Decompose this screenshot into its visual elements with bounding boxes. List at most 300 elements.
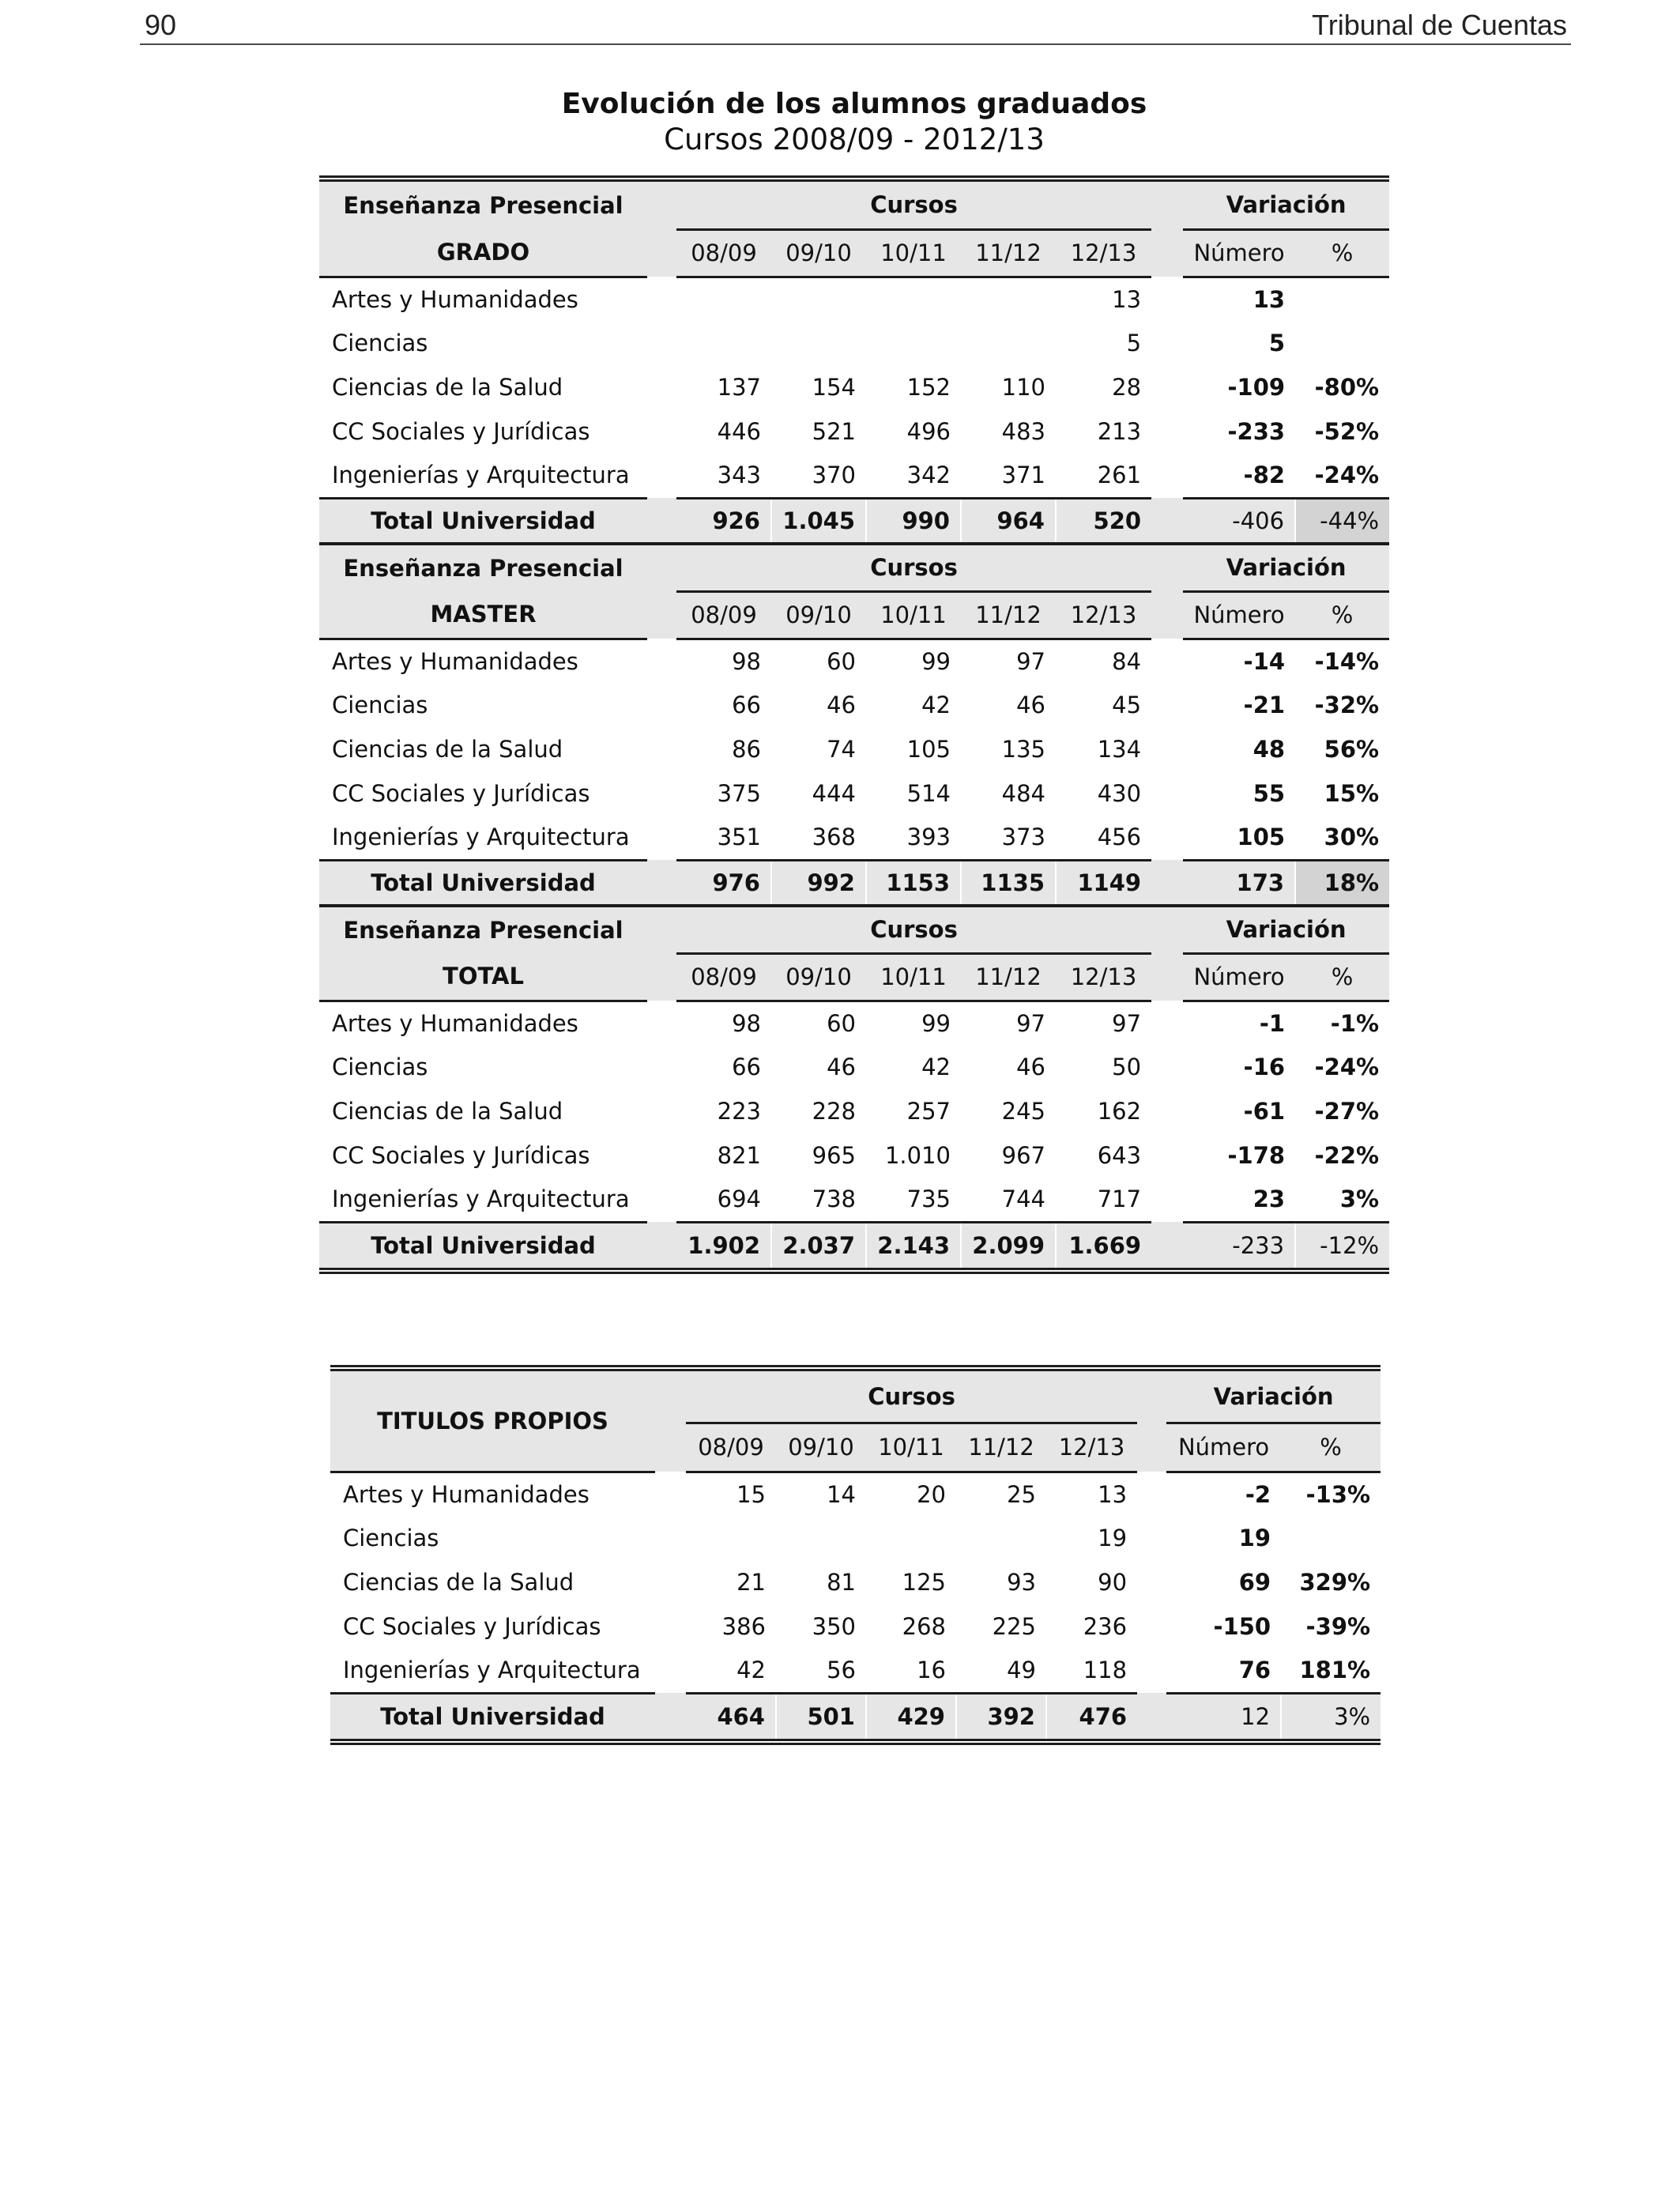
- table-row: [319, 1133, 1389, 1178]
- total-value: 1135: [961, 860, 1056, 906]
- course-value: 368: [771, 816, 866, 860]
- column-spacer: [1151, 860, 1183, 906]
- course-value: 430: [1097, 780, 1142, 807]
- variation-percent: -52%: [1314, 418, 1380, 445]
- variation-number: -82: [1183, 454, 1295, 498]
- column-spacer: [1137, 1649, 1166, 1693]
- course-value: [771, 321, 866, 365]
- course-value: 97: [1016, 647, 1045, 675]
- column-spacer: [1137, 1516, 1166, 1560]
- area-label: Ingenierías y Arquitectura: [319, 1178, 647, 1222]
- variation-number: -109: [1227, 374, 1286, 401]
- course-value: 19: [1098, 1525, 1128, 1551]
- variation-percent-header: %: [1295, 229, 1389, 277]
- column-spacer: [647, 816, 676, 860]
- table-row: [319, 454, 1389, 498]
- total-value: 2.143: [866, 1222, 961, 1268]
- column-spacer: [1151, 454, 1183, 498]
- total-variation-percent: 18%: [1295, 860, 1389, 906]
- course-value: 42: [921, 692, 951, 718]
- course-value: 694: [676, 1178, 771, 1222]
- variation-number: 69: [1238, 1569, 1271, 1596]
- variation-number: 23: [1183, 1178, 1295, 1222]
- variation-number-header: Número: [1166, 1423, 1281, 1472]
- course-value: 46: [827, 692, 856, 718]
- course-value: 717: [1056, 1178, 1151, 1222]
- total-value: 990: [866, 498, 961, 544]
- course-value: 738: [771, 1178, 866, 1222]
- course-value: 821: [717, 1142, 761, 1169]
- course-value: 456: [1056, 816, 1151, 860]
- variation-number: -1: [1259, 1009, 1286, 1037]
- course-value: 28: [1112, 374, 1142, 401]
- table-row: [330, 1604, 1381, 1649]
- publication-name: Tribunal de Cuentas: [1312, 9, 1567, 41]
- course-value: 66: [732, 692, 761, 718]
- course-value: [676, 277, 771, 321]
- table-ensenanza-presencial: [319, 175, 1389, 1274]
- year-column-header: 09/10: [771, 591, 866, 639]
- table-row: [319, 321, 1389, 365]
- area-label: Ciencias de la Salud: [332, 1098, 563, 1125]
- year-column-header: 12/13: [1056, 591, 1151, 639]
- variation-number: -150: [1213, 1613, 1271, 1640]
- year-column-header: 08/09: [676, 591, 771, 639]
- total-label: Total Universidad: [319, 498, 647, 544]
- table-row: [319, 1001, 1389, 1045]
- variation-number: 55: [1252, 780, 1286, 807]
- course-value: [866, 277, 961, 321]
- course-value: 97: [1112, 1009, 1142, 1037]
- year-column-header: 10/11: [866, 953, 961, 1001]
- column-spacer: [1151, 544, 1183, 591]
- course-value: 236: [1083, 1613, 1128, 1640]
- column-spacer: [655, 1516, 686, 1560]
- course-value: 371: [961, 454, 1056, 498]
- column-spacer: [655, 1371, 686, 1423]
- course-value: 135: [1001, 736, 1045, 763]
- column-spacer: [1151, 409, 1183, 454]
- course-value: 60: [827, 1009, 856, 1037]
- course-value: 373: [961, 816, 1056, 860]
- variation-number: -2: [1245, 1480, 1271, 1508]
- column-spacer: [647, 182, 676, 229]
- course-value: 1.010: [884, 1142, 951, 1169]
- column-spacer: [647, 639, 676, 683]
- variation-number: -16: [1243, 1054, 1286, 1080]
- column-spacer: [1151, 182, 1183, 229]
- section-subheader-row: [319, 229, 1389, 277]
- courses-header: Cursos: [686, 1371, 1137, 1423]
- column-spacer: [647, 727, 676, 771]
- variation-percent: 3%: [1295, 1178, 1389, 1222]
- variation-percent: [1281, 1516, 1381, 1560]
- column-spacer: [1137, 1371, 1166, 1423]
- course-value: 5: [1126, 330, 1142, 356]
- year-column-header: 09/10: [771, 953, 866, 1001]
- variation-percent: [1295, 321, 1389, 365]
- area-label: Artes y Humanidades: [332, 647, 578, 675]
- courses-header: Cursos: [676, 906, 1151, 953]
- variation-percent: -27%: [1314, 1098, 1380, 1125]
- variation-number: 19: [1238, 1525, 1271, 1551]
- total-variation-number: -406: [1183, 498, 1295, 544]
- column-spacer: [1151, 229, 1183, 277]
- area-label: Ciencias: [332, 692, 428, 718]
- variation-percent: 329%: [1299, 1569, 1371, 1596]
- course-value: 162: [1097, 1098, 1142, 1125]
- section-header-row: [330, 1371, 1381, 1423]
- year-column-header: 12/13: [1056, 229, 1151, 277]
- column-spacer: [1151, 1001, 1183, 1045]
- course-value: 483: [1001, 418, 1045, 445]
- total-value: 1.902: [676, 1222, 771, 1268]
- table-row: [319, 365, 1389, 409]
- column-spacer: [655, 1649, 686, 1693]
- course-value: 13: [1098, 1480, 1128, 1508]
- column-spacer: [647, 321, 676, 365]
- column-spacer: [1151, 639, 1183, 683]
- course-value: 84: [1112, 647, 1142, 675]
- course-value: 350: [812, 1613, 856, 1640]
- column-spacer: [1137, 1560, 1166, 1604]
- course-value: 13: [1112, 285, 1142, 313]
- course-value: 213: [1097, 418, 1142, 445]
- course-value: 268: [902, 1613, 946, 1640]
- course-value: 16: [866, 1649, 956, 1693]
- course-value: [956, 1516, 1046, 1560]
- courses-header: Cursos: [676, 182, 1151, 229]
- course-value: 45: [1112, 692, 1142, 718]
- column-spacer: [1151, 683, 1183, 727]
- column-spacer: [1137, 1423, 1166, 1472]
- course-value: 735: [866, 1178, 961, 1222]
- column-spacer: [1151, 1222, 1183, 1268]
- year-column-header: 12/13: [1056, 953, 1151, 1001]
- area-label: CC Sociales y Jurídicas: [332, 780, 590, 807]
- column-spacer: [647, 860, 676, 906]
- course-value: 15: [736, 1480, 766, 1508]
- table-row: [319, 771, 1389, 816]
- variation-number: 48: [1252, 736, 1286, 763]
- course-value: 118: [1046, 1649, 1137, 1693]
- section-group-label: Enseñanza Presencial: [319, 182, 647, 229]
- total-variation-number: 173: [1183, 860, 1295, 906]
- year-column-header: 11/12: [961, 229, 1056, 277]
- column-spacer: [647, 454, 676, 498]
- area-label: Artes y Humanidades: [332, 1009, 578, 1037]
- course-value: 444: [812, 780, 856, 807]
- column-spacer: [1151, 953, 1183, 1001]
- column-spacer: [1151, 771, 1183, 816]
- total-row: [319, 1222, 1389, 1268]
- total-variation-percent: -12%: [1295, 1222, 1389, 1268]
- variation-number: 13: [1252, 285, 1286, 313]
- course-value: 20: [917, 1480, 946, 1508]
- variation-number: -178: [1227, 1142, 1286, 1169]
- section-subheader-row: [319, 591, 1389, 639]
- course-value: 49: [956, 1649, 1046, 1693]
- course-value: [866, 321, 961, 365]
- column-spacer: [647, 1045, 676, 1089]
- table-row: [319, 1089, 1389, 1133]
- course-value: 514: [906, 780, 951, 807]
- total-row: [319, 860, 1389, 906]
- column-spacer: [647, 683, 676, 727]
- variation-percent: 15%: [1324, 780, 1380, 807]
- course-value: 351: [676, 816, 771, 860]
- variation-number: 5: [1268, 330, 1286, 356]
- column-spacer: [647, 1178, 676, 1222]
- area-label: Ciencias de la Salud: [332, 736, 563, 763]
- variation-number: 105: [1183, 816, 1295, 860]
- course-value: 105: [906, 736, 951, 763]
- column-spacer: [1151, 277, 1183, 321]
- year-column-header: 10/11: [866, 591, 961, 639]
- course-value: 46: [1016, 692, 1045, 718]
- course-value: 137: [717, 374, 761, 401]
- variation-percent: [1295, 277, 1389, 321]
- total-variation-percent: -44%: [1295, 498, 1389, 544]
- course-value: [961, 321, 1056, 365]
- page-number: 90: [145, 9, 177, 41]
- course-value: 86: [732, 736, 761, 763]
- course-value: 42: [921, 1054, 951, 1080]
- column-spacer: [647, 1133, 676, 1178]
- total-value: 1.045: [771, 498, 866, 544]
- course-value: 643: [1097, 1142, 1142, 1169]
- section-header-row: [319, 182, 1389, 229]
- column-spacer: [647, 953, 676, 1001]
- area-label: Ciencias de la Salud: [332, 374, 563, 401]
- area-label: Ciencias: [343, 1525, 439, 1551]
- variation-percent: 181%: [1281, 1649, 1381, 1693]
- course-value: 60: [827, 647, 856, 675]
- total-value: 392: [956, 1693, 1046, 1739]
- column-spacer: [1151, 1133, 1183, 1178]
- course-value: [771, 277, 866, 321]
- column-spacer: [655, 1693, 686, 1739]
- column-spacer: [1151, 816, 1183, 860]
- variation-number: -21: [1243, 692, 1286, 718]
- area-label: Ingenierías y Arquitectura: [319, 454, 647, 498]
- area-label: CC Sociales y Jurídicas: [332, 1142, 590, 1169]
- area-label: Artes y Humanidades: [332, 285, 578, 313]
- year-column-header: 08/09: [676, 953, 771, 1001]
- column-spacer: [647, 591, 676, 639]
- total-label: Total Universidad: [330, 1693, 655, 1739]
- variation-percent-header: %: [1295, 953, 1389, 1001]
- column-spacer: [647, 1089, 676, 1133]
- section-header-row: [319, 544, 1389, 591]
- year-column-header: 10/11: [866, 229, 961, 277]
- course-value: 98: [732, 1009, 761, 1037]
- total-variation-percent: 3%: [1281, 1693, 1381, 1739]
- course-value: 99: [921, 647, 951, 675]
- running-header: [140, 5, 1571, 45]
- column-spacer: [647, 409, 676, 454]
- variation-percent: -32%: [1314, 692, 1380, 718]
- column-spacer: [1137, 1604, 1166, 1649]
- table-row: [319, 409, 1389, 454]
- table-row: [319, 277, 1389, 321]
- variation-percent: -14%: [1314, 647, 1380, 675]
- table-titulos-propios: [330, 1365, 1381, 1745]
- area-label: Ciencias: [332, 1054, 428, 1080]
- table-row: [319, 683, 1389, 727]
- column-spacer: [1151, 365, 1183, 409]
- table-title: Evolución de los alumnos graduados: [561, 88, 1147, 120]
- column-spacer: [1151, 1178, 1183, 1222]
- year-column-header: 09/10: [776, 1423, 866, 1472]
- variation-number: 76: [1166, 1649, 1281, 1693]
- column-spacer: [1151, 1089, 1183, 1133]
- course-value: 152: [906, 374, 951, 401]
- variation-percent: 30%: [1295, 816, 1389, 860]
- total-value: 464: [686, 1693, 776, 1739]
- total-label: Total Universidad: [319, 1222, 647, 1268]
- year-column-header: 11/12: [961, 953, 1056, 1001]
- area-label: CC Sociales y Jurídicas: [343, 1613, 601, 1640]
- course-value: 965: [812, 1142, 856, 1169]
- table-row: [319, 1045, 1389, 1089]
- table-row: [330, 1649, 1381, 1693]
- year-column-header: 12/13: [1046, 1423, 1137, 1472]
- total-value: 501: [776, 1693, 866, 1739]
- course-value: 74: [827, 736, 856, 763]
- total-value: 992: [771, 860, 866, 906]
- total-value: 926: [676, 498, 771, 544]
- area-label: Ciencias: [332, 330, 428, 356]
- course-value: 99: [921, 1009, 951, 1037]
- total-value: 429: [866, 1693, 956, 1739]
- course-value: 97: [1016, 1009, 1045, 1037]
- course-value: 370: [771, 454, 866, 498]
- course-value: 46: [827, 1054, 856, 1080]
- course-value: [676, 321, 771, 365]
- course-value: 386: [721, 1613, 766, 1640]
- column-spacer: [1151, 498, 1183, 544]
- area-label: Ciencias de la Salud: [343, 1569, 574, 1596]
- total-value: 964: [961, 498, 1056, 544]
- table-subtitle: Cursos 2008/09 - 2012/13: [664, 123, 1045, 156]
- column-spacer: [1151, 906, 1183, 953]
- column-spacer: [1151, 591, 1183, 639]
- course-value: 484: [1001, 780, 1045, 807]
- year-column-header: 11/12: [956, 1423, 1046, 1472]
- total-row: [319, 498, 1389, 544]
- column-spacer: [655, 1472, 686, 1516]
- course-value: 261: [1056, 454, 1151, 498]
- total-value: 2.037: [771, 1222, 866, 1268]
- course-value: [866, 1516, 956, 1560]
- course-value: 98: [732, 647, 761, 675]
- course-value: 393: [866, 816, 961, 860]
- course-value: 245: [1001, 1098, 1045, 1125]
- column-spacer: [655, 1604, 686, 1649]
- total-label: Total Universidad: [319, 860, 647, 906]
- column-spacer: [647, 1222, 676, 1268]
- courses-header: Cursos: [676, 544, 1151, 591]
- course-value: 21: [736, 1569, 766, 1596]
- course-value: 446: [717, 418, 761, 445]
- table-row: [319, 639, 1389, 683]
- course-value: 93: [1007, 1569, 1036, 1596]
- course-value: 496: [906, 418, 951, 445]
- course-value: 90: [1098, 1569, 1128, 1596]
- course-value: 25: [1007, 1480, 1036, 1508]
- variation-percent: -1%: [1330, 1009, 1380, 1037]
- section-header-row: [319, 906, 1389, 953]
- variation-header: Variación: [1183, 906, 1389, 953]
- course-value: 46: [1016, 1054, 1045, 1080]
- total-value: 976: [676, 860, 771, 906]
- column-spacer: [655, 1560, 686, 1604]
- variation-number: -14: [1243, 647, 1286, 675]
- graduates-table-presencial: [319, 182, 1389, 1268]
- section-group-label: Enseñanza Presencial: [319, 906, 647, 953]
- course-value: 42: [686, 1649, 776, 1693]
- variation-header: Variación: [1166, 1371, 1381, 1423]
- course-value: 225: [992, 1613, 1036, 1640]
- area-label: CC Sociales y Jurídicas: [332, 418, 590, 445]
- variation-header: Variación: [1183, 182, 1389, 229]
- graduates-table-titulos-propios: [330, 1371, 1381, 1739]
- area-label: Ingenierías y Arquitectura: [319, 816, 647, 860]
- year-column-header: 11/12: [961, 591, 1056, 639]
- area-label: Artes y Humanidades: [343, 1480, 590, 1508]
- total-value: 476: [1046, 1693, 1137, 1739]
- variation-number: -233: [1227, 418, 1286, 445]
- total-variation-number: 12: [1166, 1693, 1281, 1739]
- variation-number-header: Número: [1183, 953, 1295, 1001]
- course-value: 967: [1001, 1142, 1045, 1169]
- course-value: 14: [827, 1480, 856, 1508]
- table-row: [330, 1516, 1381, 1560]
- column-spacer: [647, 906, 676, 953]
- column-spacer: [1151, 321, 1183, 365]
- course-value: 521: [812, 418, 856, 445]
- year-column-header: 08/09: [676, 229, 771, 277]
- column-spacer: [1151, 727, 1183, 771]
- total-value: 520: [1056, 498, 1151, 544]
- course-value: 744: [961, 1178, 1056, 1222]
- column-spacer: [647, 229, 676, 277]
- variation-percent: -24%: [1295, 454, 1389, 498]
- course-value: 50: [1112, 1054, 1142, 1080]
- course-value: 66: [732, 1054, 761, 1080]
- course-value: 375: [717, 780, 761, 807]
- total-value: 1.669: [1056, 1222, 1151, 1268]
- course-value: 223: [717, 1098, 761, 1125]
- course-value: 125: [902, 1569, 946, 1596]
- course-value: [776, 1516, 866, 1560]
- course-value: 81: [827, 1569, 856, 1596]
- column-spacer: [647, 771, 676, 816]
- section-subheader-row: [319, 953, 1389, 1001]
- table-row: [330, 1560, 1381, 1604]
- course-value: 134: [1097, 736, 1142, 763]
- variation-percent: -13%: [1305, 1480, 1371, 1508]
- column-spacer: [647, 365, 676, 409]
- course-value: [961, 277, 1056, 321]
- section-level-label: GRADO: [319, 229, 647, 277]
- total-value: 1153: [866, 860, 961, 906]
- table-row: [319, 1178, 1389, 1222]
- variation-percent: 56%: [1324, 736, 1380, 763]
- variation-header: Variación: [1183, 544, 1389, 591]
- course-value: 56: [776, 1649, 866, 1693]
